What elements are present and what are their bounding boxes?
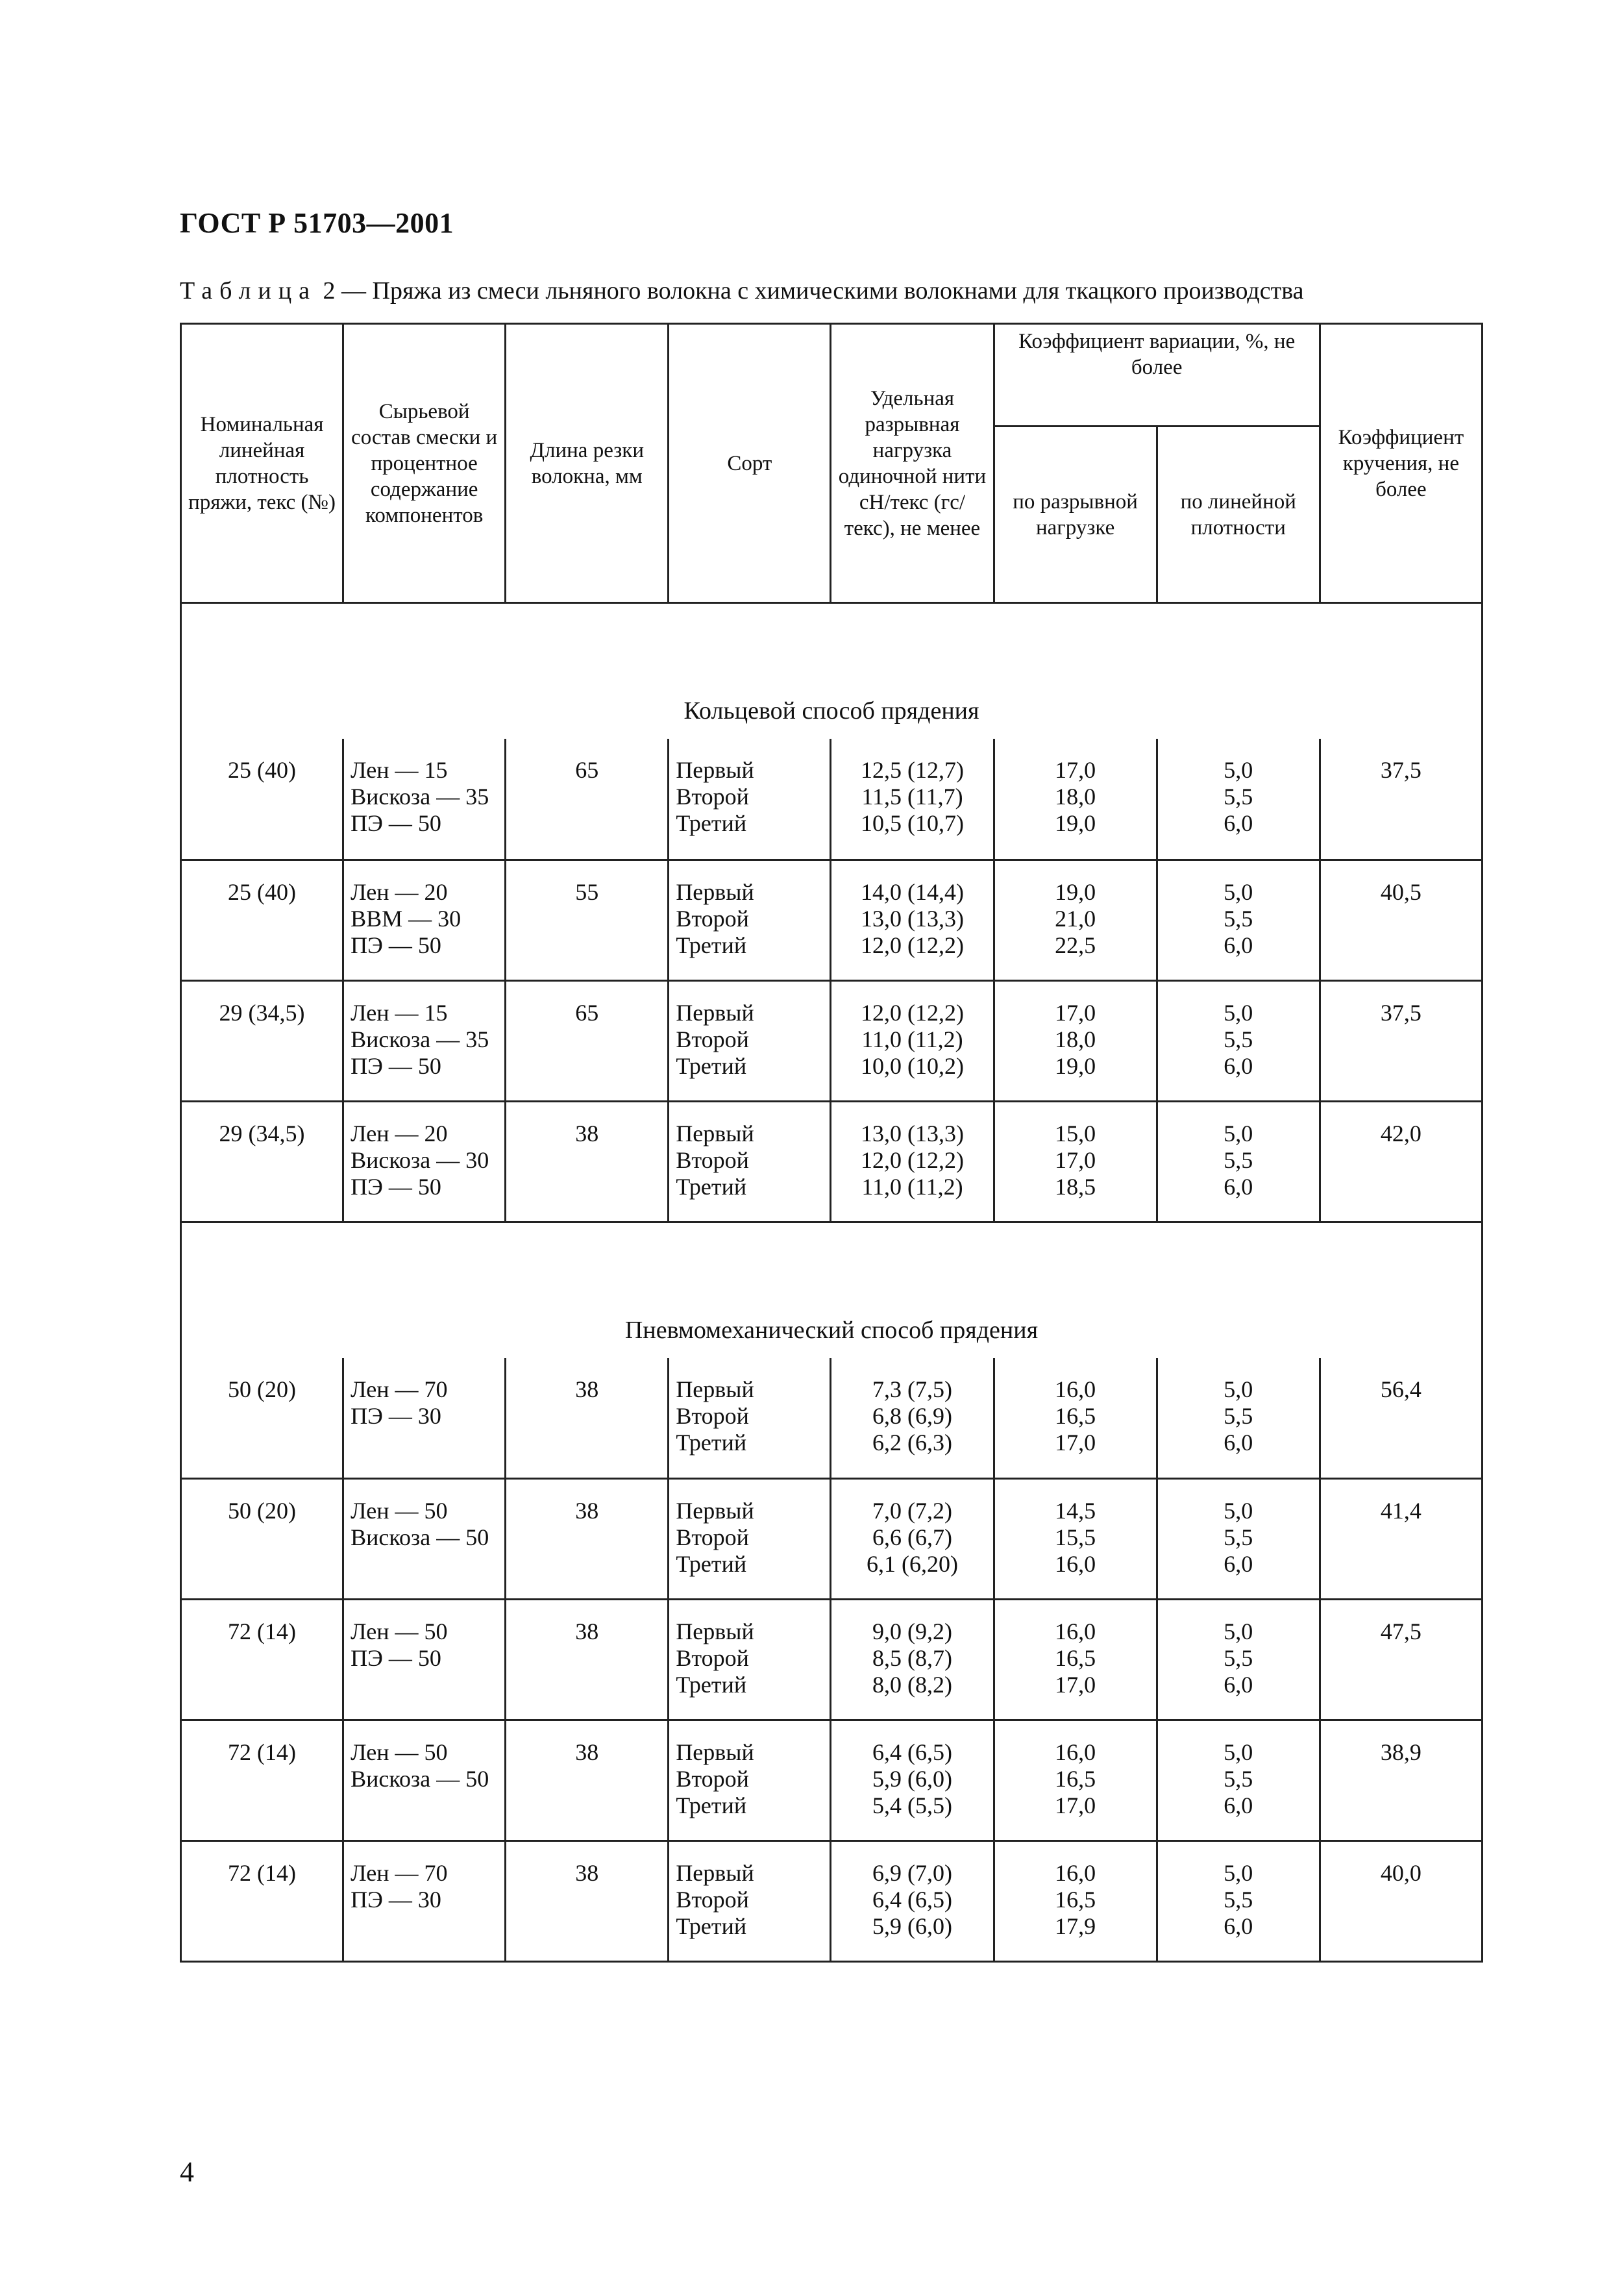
section-row — [181, 1222, 1483, 1358]
cell-var-load-line: 19,0 — [1055, 810, 1096, 836]
cell-twist: 42,0 — [1320, 1101, 1482, 1222]
cell-cut-length: 65 — [506, 739, 669, 860]
cell-var-load-line: 15,0 — [1055, 1120, 1096, 1146]
cell-grade — [669, 739, 831, 860]
table-row — [181, 980, 1483, 1101]
cell-composition-line: Лен — 15 — [351, 999, 448, 1026]
cell-grade-line: Первый — [676, 878, 754, 905]
cell-composition — [343, 1101, 506, 1222]
cell-grade-line: Первый — [676, 1498, 754, 1524]
cell-breaking-load — [831, 980, 994, 1101]
cell-density: 50 (20) — [181, 1358, 343, 1479]
cell-var-density-line: 6,0 — [1224, 1672, 1253, 1698]
cell-composition-line: Вискоза — 35 — [351, 784, 489, 810]
cell-composition-line: ПЭ — 30 — [351, 1402, 441, 1429]
cell-breaking-load-line: 11,0 (11,2) — [861, 1026, 963, 1052]
cell-grade — [669, 1720, 831, 1841]
cell-var-density-line: 5,5 — [1224, 1026, 1253, 1052]
cell-var-load-line: 17,9 — [1055, 1913, 1096, 1939]
cell-breaking-load-line: 6,4 (6,5) — [872, 1887, 952, 1913]
cell-breaking-load-line: 9,0 (9,2) — [872, 1618, 952, 1644]
cell-composition — [343, 1720, 506, 1841]
cell-var-load-line: 16,0 — [1055, 1739, 1096, 1765]
cell-breaking-load — [831, 1841, 994, 1962]
cell-grade-line: Третий — [676, 1672, 747, 1698]
cell-grade-line: Второй — [676, 905, 749, 932]
col-header-variation: Коэффициент вариации, %, не более — [994, 324, 1320, 427]
cell-var-load — [994, 1101, 1157, 1222]
cell-cut-length: 55 — [506, 860, 669, 980]
cell-grade — [669, 1358, 831, 1479]
cell-var-load — [994, 739, 1157, 860]
cell-grade — [669, 1479, 831, 1600]
cell-density: 25 (40) — [181, 739, 343, 860]
cell-density: 72 (14) — [181, 1841, 343, 1962]
cell-breaking-load-line: 12,0 (12,2) — [860, 1146, 964, 1173]
col-header-composition: Сырьевой состав смески и процентное содержание компонентов — [343, 324, 506, 603]
cell-breaking-load — [831, 1358, 994, 1479]
cell-composition-line: Вискоза — 50 — [351, 1524, 489, 1550]
cell-var-load-line: 14,5 — [1055, 1498, 1096, 1524]
cell-twist: 40,0 — [1320, 1841, 1482, 1962]
table-row — [181, 1479, 1483, 1600]
cell-var-load-line: 22,5 — [1055, 932, 1096, 958]
col-header-twist: Коэффициент кручения, не более — [1320, 324, 1482, 603]
cell-composition-line: ПЭ — 50 — [351, 810, 441, 836]
cell-grade-line: Третий — [676, 1429, 747, 1456]
cell-composition-line: ПЭ — 50 — [351, 932, 441, 958]
cell-var-density-line: 5,0 — [1224, 1120, 1253, 1146]
cell-cut-length: 65 — [506, 980, 669, 1101]
cell-breaking-load-line: 5,9 (6,0) — [872, 1913, 952, 1939]
col-header-cut-length: Длина резки волокна, мм — [506, 324, 669, 603]
cell-composition-line: Лен — 20 — [351, 1120, 448, 1146]
cell-grade-line: Второй — [676, 1026, 749, 1052]
cell-breaking-load-line: 10,5 (10,7) — [860, 810, 964, 836]
cell-breaking-load-line: 13,0 (13,3) — [860, 905, 964, 932]
cell-composition-line: Лен — 50 — [351, 1498, 448, 1524]
cell-grade-line: Третий — [676, 1052, 747, 1079]
cell-breaking-load-line: 7,3 (7,5) — [872, 1376, 952, 1402]
cell-var-density-line: 5,0 — [1224, 1739, 1253, 1765]
cell-var-load-line: 17,0 — [1055, 1672, 1096, 1698]
cell-breaking-load — [831, 1479, 994, 1600]
cell-twist: 37,5 — [1320, 980, 1482, 1101]
section-title: Пневмомеханический способ прядения — [181, 1222, 1483, 1358]
table-caption-text: 2 — Пряжа из смеси льняного волокна с химическими волокнами для ткацкого производства — [323, 277, 1304, 304]
cell-var-load-line: 16,5 — [1055, 1887, 1096, 1913]
table-row — [181, 1101, 1483, 1222]
cell-composition-line: Лен — 20 — [351, 878, 448, 905]
cell-composition — [343, 1841, 506, 1962]
cell-var-density — [1157, 980, 1320, 1101]
cell-var-load-line: 17,0 — [1055, 999, 1096, 1026]
cell-composition-line: Лен — 70 — [351, 1860, 448, 1886]
cell-grade — [669, 980, 831, 1101]
cell-grade-line: Первый — [676, 1618, 754, 1644]
cell-var-density-line: 6,0 — [1224, 1429, 1253, 1456]
table-row — [181, 739, 1483, 860]
cell-var-density-line: 5,0 — [1224, 878, 1253, 905]
cell-var-load-line: 16,5 — [1055, 1402, 1096, 1429]
col-header-grade: Сорт — [669, 324, 831, 603]
cell-cut-length: 38 — [506, 1720, 669, 1841]
cell-twist: 37,5 — [1320, 739, 1482, 860]
cell-grade — [669, 1101, 831, 1222]
cell-composition — [343, 1479, 506, 1600]
col-header-breaking-load: Удельная разрывная нагрузка одиночной нити сН/текс (гс/текс), не менее — [831, 324, 994, 603]
cell-composition-line: Вискоза — 35 — [351, 1026, 489, 1052]
cell-var-load-line: 19,0 — [1055, 1052, 1096, 1079]
cell-breaking-load-line: 12,0 (12,2) — [860, 999, 964, 1026]
cell-breaking-load — [831, 1101, 994, 1222]
cell-var-density-line: 5,0 — [1224, 999, 1253, 1026]
cell-breaking-load-line: 13,0 (13,3) — [860, 1120, 964, 1146]
cell-composition-line: Лен — 50 — [351, 1739, 448, 1765]
cell-var-load-line: 16,0 — [1055, 1860, 1096, 1886]
cell-grade-line: Третий — [676, 1173, 747, 1200]
cell-var-load — [994, 1358, 1157, 1479]
cell-composition-line: ПЭ — 50 — [351, 1052, 441, 1079]
cell-var-density — [1157, 1479, 1320, 1600]
cell-twist: 41,4 — [1320, 1479, 1482, 1600]
cell-var-density-line: 6,0 — [1224, 1913, 1253, 1939]
table-caption — [180, 277, 1304, 305]
cell-var-load-line: 21,0 — [1055, 905, 1096, 932]
section-row — [181, 603, 1483, 739]
cell-var-density-line: 5,5 — [1224, 1146, 1253, 1173]
cell-var-density-line: 5,5 — [1224, 1402, 1253, 1429]
yarn-properties-table — [180, 323, 1483, 1963]
cell-var-density-line: 6,0 — [1224, 1792, 1253, 1818]
cell-var-density-line: 6,0 — [1224, 1052, 1253, 1079]
cell-density: 29 (34,5) — [181, 980, 343, 1101]
cell-var-load-line: 16,0 — [1055, 1618, 1096, 1644]
cell-var-load — [994, 1479, 1157, 1600]
cell-var-density — [1157, 1600, 1320, 1720]
cell-composition-line: ПЭ — 50 — [351, 1645, 441, 1671]
cell-grade-line: Первый — [676, 1120, 754, 1146]
cell-var-load-line: 17,0 — [1055, 757, 1096, 783]
cell-var-density-line: 5,0 — [1224, 1376, 1253, 1402]
cell-breaking-load — [831, 739, 994, 860]
cell-var-density-line: 6,0 — [1224, 1551, 1253, 1577]
cell-var-load — [994, 1720, 1157, 1841]
cell-breaking-load-line: 6,6 (6,7) — [872, 1524, 952, 1550]
cell-composition — [343, 1600, 506, 1720]
cell-var-load-line: 17,0 — [1055, 1429, 1096, 1456]
cell-var-density-line: 5,5 — [1224, 1887, 1253, 1913]
cell-density: 25 (40) — [181, 860, 343, 980]
cell-grade — [669, 860, 831, 980]
table-row — [181, 1841, 1483, 1962]
cell-composition-line: Вискоза — 30 — [351, 1146, 489, 1173]
cell-var-density-line: 6,0 — [1224, 810, 1253, 836]
cell-grade-line: Третий — [676, 810, 747, 836]
cell-var-density-line: 5,5 — [1224, 905, 1253, 932]
cell-grade-line: Первый — [676, 1376, 754, 1402]
cell-composition — [343, 860, 506, 980]
document-header: ГОСТ Р 51703—2001 — [180, 207, 454, 239]
cell-var-density — [1157, 860, 1320, 980]
cell-var-load-line: 17,0 — [1055, 1792, 1096, 1818]
section-title: Кольцевой способ прядения — [181, 603, 1483, 739]
cell-var-load-line: 18,0 — [1055, 784, 1096, 810]
cell-grade-line: Второй — [676, 1645, 749, 1671]
cell-grade-line: Второй — [676, 784, 749, 810]
cell-composition-line: Лен — 70 — [351, 1376, 448, 1402]
col-header-density: Номинальная линейная плотность пряжи, текс (№) — [181, 324, 343, 603]
cell-var-load-line: 17,0 — [1055, 1146, 1096, 1173]
cell-breaking-load-line: 5,4 (5,5) — [872, 1792, 952, 1818]
cell-breaking-load-line: 6,4 (6,5) — [872, 1739, 952, 1765]
cell-grade-line: Второй — [676, 1524, 749, 1550]
cell-composition — [343, 739, 506, 860]
cell-cut-length: 38 — [506, 1101, 669, 1222]
cell-breaking-load-line: 6,1 (6,20) — [866, 1551, 958, 1577]
cell-breaking-load-line: 6,9 (7,0) — [872, 1860, 952, 1886]
cell-var-load-line: 16,0 — [1055, 1376, 1096, 1402]
cell-var-load-line: 18,0 — [1055, 1026, 1096, 1052]
cell-breaking-load-line: 12,5 (12,7) — [860, 757, 964, 783]
cell-composition-line: Лен — 50 — [351, 1618, 448, 1644]
cell-twist: 38,9 — [1320, 1720, 1482, 1841]
cell-grade-line: Второй — [676, 1402, 749, 1429]
cell-grade-line: Третий — [676, 1792, 747, 1818]
cell-grade-line: Второй — [676, 1766, 749, 1792]
cell-var-load-line: 16,5 — [1055, 1645, 1096, 1671]
cell-grade-line: Первый — [676, 1860, 754, 1886]
cell-composition-line: ПЭ — 50 — [351, 1173, 441, 1200]
cell-grade-line: Первый — [676, 1739, 754, 1765]
cell-breaking-load — [831, 860, 994, 980]
cell-var-density — [1157, 1101, 1320, 1222]
col-header-var-density: по линейной плотности — [1157, 427, 1320, 603]
cell-breaking-load-line: 11,0 (11,2) — [861, 1173, 963, 1200]
cell-var-load-line: 16,0 — [1055, 1551, 1096, 1577]
cell-twist: 47,5 — [1320, 1600, 1482, 1720]
page-number: 4 — [180, 2156, 194, 2188]
cell-var-load — [994, 980, 1157, 1101]
table-body — [181, 603, 1483, 1962]
cell-var-density-line: 5,5 — [1224, 1645, 1253, 1671]
cell-breaking-load-line: 8,0 (8,2) — [872, 1672, 952, 1698]
cell-var-load-line: 15,5 — [1055, 1524, 1096, 1550]
cell-grade-line: Второй — [676, 1146, 749, 1173]
cell-density: 72 (14) — [181, 1720, 343, 1841]
cell-cut-length: 38 — [506, 1358, 669, 1479]
cell-var-density-line: 6,0 — [1224, 932, 1253, 958]
cell-breaking-load — [831, 1600, 994, 1720]
cell-breaking-load-line: 12,0 (12,2) — [860, 932, 964, 958]
table-caption-label: Таблица — [180, 277, 317, 304]
cell-var-density-line: 5,0 — [1224, 1618, 1253, 1644]
table-row — [181, 860, 1483, 980]
cell-var-load-line: 19,0 — [1055, 878, 1096, 905]
cell-composition-line: Вискоза — 50 — [351, 1766, 489, 1792]
cell-var-load-line: 18,5 — [1055, 1173, 1096, 1200]
cell-breaking-load — [831, 1720, 994, 1841]
cell-grade-line: Первый — [676, 757, 754, 783]
cell-cut-length: 38 — [506, 1479, 669, 1600]
cell-grade-line: Третий — [676, 932, 747, 958]
cell-breaking-load-line: 8,5 (8,7) — [872, 1645, 952, 1671]
table-row — [181, 1720, 1483, 1841]
cell-var-density-line: 5,5 — [1224, 784, 1253, 810]
cell-grade-line: Первый — [676, 999, 754, 1026]
cell-var-load — [994, 860, 1157, 980]
cell-var-density-line: 5,0 — [1224, 757, 1253, 783]
table-row — [181, 1600, 1483, 1720]
table-row — [181, 1358, 1483, 1479]
cell-composition-line: ВВМ — 30 — [351, 905, 461, 932]
cell-composition — [343, 980, 506, 1101]
cell-var-density-line: 5,0 — [1224, 1860, 1253, 1886]
cell-var-load — [994, 1600, 1157, 1720]
cell-twist: 40,5 — [1320, 860, 1482, 980]
cell-var-density — [1157, 1720, 1320, 1841]
cell-var-density — [1157, 1841, 1320, 1962]
cell-cut-length: 38 — [506, 1600, 669, 1720]
cell-var-density-line: 5,0 — [1224, 1498, 1253, 1524]
cell-grade-line: Третий — [676, 1913, 747, 1939]
cell-breaking-load-line: 10,0 (10,2) — [860, 1052, 964, 1079]
cell-grade — [669, 1600, 831, 1720]
cell-density: 50 (20) — [181, 1479, 343, 1600]
cell-breaking-load-line: 11,5 (11,7) — [861, 784, 963, 810]
cell-var-density-line: 6,0 — [1224, 1173, 1253, 1200]
cell-grade-line: Третий — [676, 1551, 747, 1577]
cell-var-density-line: 5,5 — [1224, 1766, 1253, 1792]
cell-breaking-load-line: 6,8 (6,9) — [872, 1402, 952, 1429]
cell-composition-line: ПЭ — 30 — [351, 1887, 441, 1913]
col-header-var-load: по разрывной нагрузке — [994, 427, 1157, 603]
cell-twist: 56,4 — [1320, 1358, 1482, 1479]
cell-cut-length: 38 — [506, 1841, 669, 1962]
cell-grade-line: Второй — [676, 1887, 749, 1913]
cell-var-density — [1157, 1358, 1320, 1479]
cell-breaking-load-line: 7,0 (7,2) — [872, 1498, 952, 1524]
cell-breaking-load-line: 6,2 (6,3) — [872, 1429, 952, 1456]
cell-composition-line: Лен — 15 — [351, 757, 448, 783]
cell-var-density-line: 5,5 — [1224, 1524, 1253, 1550]
cell-breaking-load-line: 5,9 (6,0) — [872, 1766, 952, 1792]
cell-density: 72 (14) — [181, 1600, 343, 1720]
cell-var-load — [994, 1841, 1157, 1962]
cell-var-load-line: 16,5 — [1055, 1766, 1096, 1792]
cell-density: 29 (34,5) — [181, 1101, 343, 1222]
cell-composition — [343, 1358, 506, 1479]
cell-breaking-load-line: 14,0 (14,4) — [860, 878, 964, 905]
cell-grade — [669, 1841, 831, 1962]
cell-var-density — [1157, 739, 1320, 860]
